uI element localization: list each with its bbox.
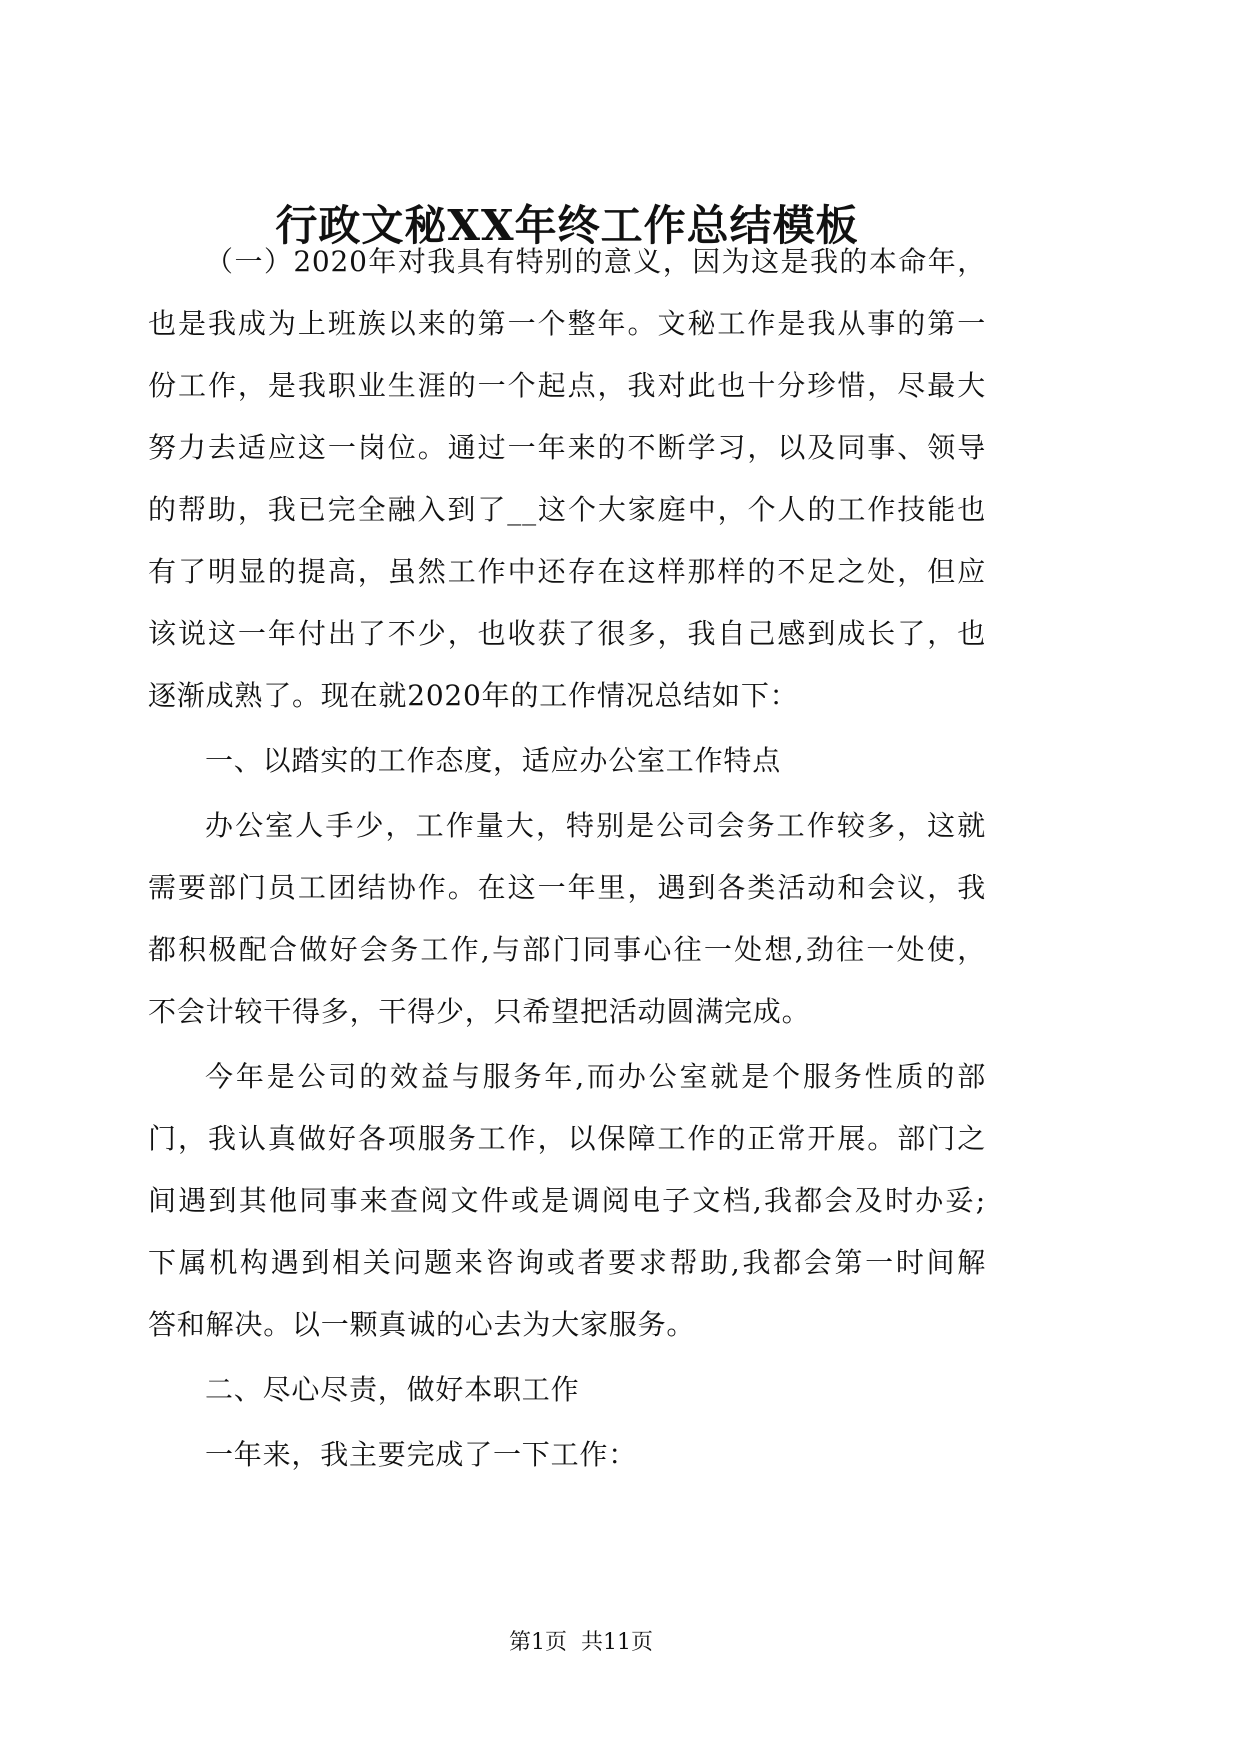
paragraph-line: 下属机构遇到相关问题来咨询或者要求帮助,我都会第一时间解 — [148, 1246, 986, 1279]
paragraph-line: 一年来，我主要完成了一下工作： — [205, 1438, 638, 1471]
paragraph — [148, 1424, 986, 1486]
paragraph-line: 也是我成为上班族以来的第一个整年。文秘工作是我从事的第一 — [148, 307, 986, 340]
document-title: 行政文秘XX年终工作总结模板 — [275, 201, 859, 250]
paragraph — [148, 795, 986, 1043]
paragraph-line: 一、以踏实的工作态度，适应办公室工作特点 — [205, 744, 782, 777]
paragraph-line: 门，我认真做好各项服务工作，以保障工作的正常开展。部门之 — [148, 1122, 986, 1155]
paragraph-line: 不会计较干得多，干得少，只希望把活动圆满完成。 — [148, 995, 811, 1028]
page-number-current: 第1页 — [509, 1630, 567, 1655]
page-number-total: 共11页 — [581, 1630, 653, 1655]
paragraph-line: 二、尽心尽责，做好本职工作 — [205, 1373, 580, 1406]
paragraph-line: 的帮助，我已完全融入到了__这个大家庭中，个人的工作技能也 — [148, 493, 986, 526]
paragraph-line: 都积极配合做好会务工作,与部门同事心往一处想,劲往一处使， — [148, 933, 986, 966]
paragraph-line: 逐渐成熟了。现在就2020年的工作情况总结如下： — [148, 679, 799, 712]
paragraph-line: 办公室人手少，工作量大，特别是公司会务工作较多，这就 — [205, 809, 986, 842]
paragraph-line: 该说这一年付出了不少，也收获了很多，我自己感到成长了，也 — [148, 617, 986, 650]
document-body — [148, 231, 986, 1489]
paragraph — [148, 1359, 986, 1421]
paragraph-line: 答和解决。以一颗真诚的心去为大家服务。 — [148, 1308, 696, 1341]
paragraph — [148, 231, 986, 727]
paragraph-line: 努力去适应这一岗位。通过一年来的不断学习，以及同事、领导 — [148, 431, 986, 464]
paragraph-line: 份工作，是我职业生涯的一个起点，我对此也十分珍惜，尽最大 — [148, 369, 986, 402]
paragraph-line: （一）2020年对我具有特别的意义，因为这是我的本命年， — [205, 245, 986, 278]
paragraph-line: 间遇到其他同事来查阅文件或是调阅电子文档,我都会及时办妥; — [148, 1184, 986, 1217]
page-footer — [0, 1628, 1162, 1658]
paragraph-line: 有了明显的提高，虽然工作中还存在这样那样的不足之处，但应 — [148, 555, 986, 588]
paragraph — [148, 730, 986, 792]
paragraph-line: 今年是公司的效益与服务年,而办公室就是个服务性质的部 — [205, 1060, 986, 1093]
paragraph — [148, 1046, 986, 1356]
paragraph-line: 需要部门员工团结协作。在这一年里，遇到各类活动和会议，我 — [148, 871, 986, 904]
